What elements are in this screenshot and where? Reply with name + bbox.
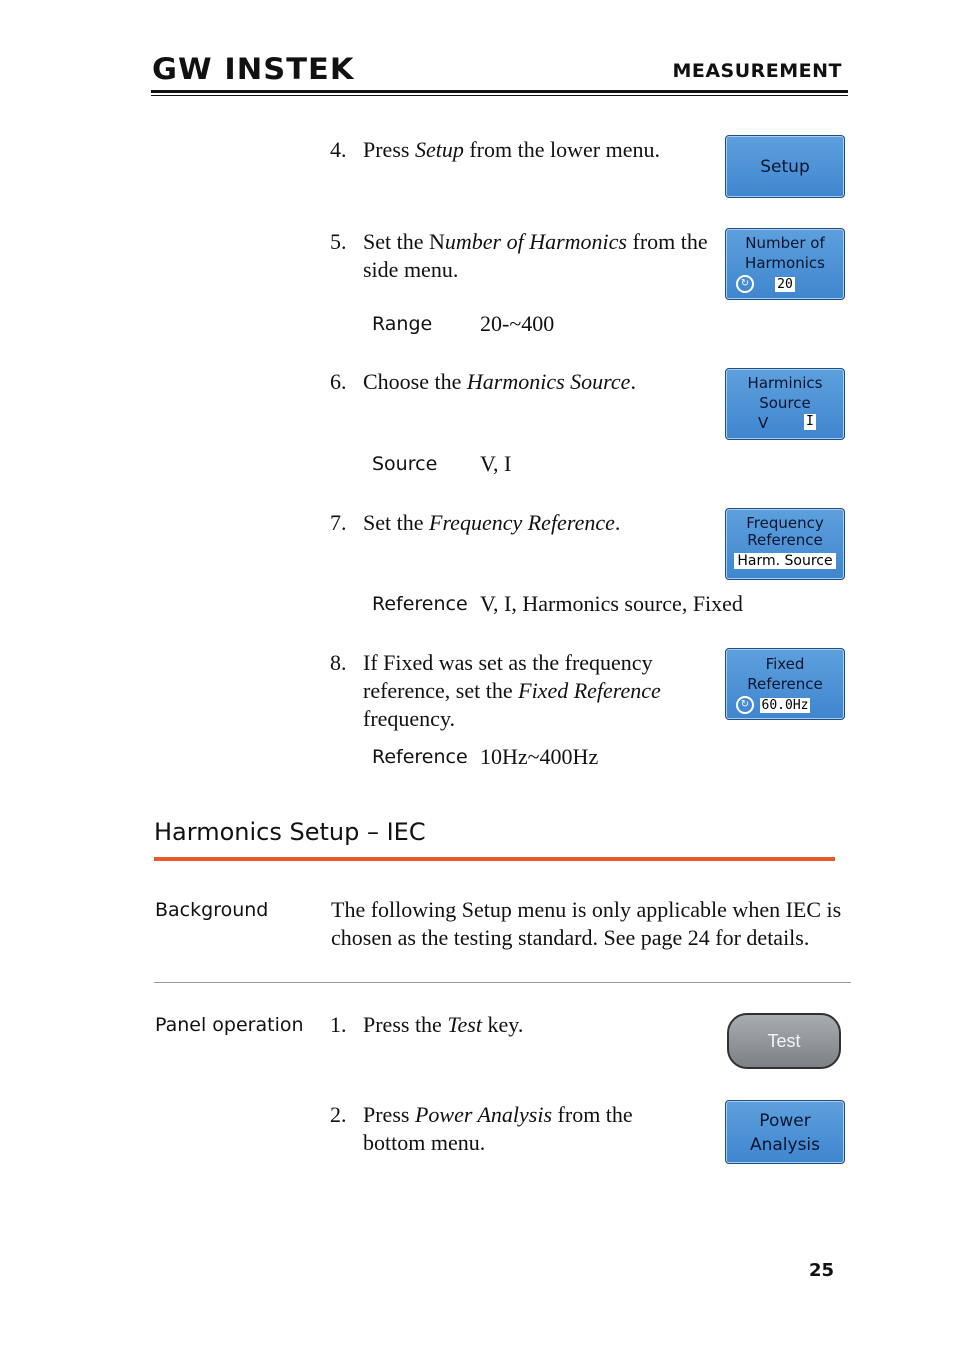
step-text: Press Power Analysis from the bottom menu.: [363, 1102, 633, 1155]
step-number: 8.: [330, 650, 347, 675]
param-value: 10Hz~400Hz: [480, 744, 599, 769]
param-label: Reference: [372, 746, 468, 768]
background-text: The following Setup menu is only applicable when IEC is chosen as the testing standard. See page 24 for details.: [331, 897, 842, 950]
source-option-v: V: [758, 414, 769, 432]
param-value: V, I, Harmonics source, Fixed: [480, 591, 743, 616]
frequency-reference-softkey[interactable]: [725, 508, 845, 580]
step-number: 1.: [330, 1012, 347, 1037]
section-title: Harmonics Setup – IEC: [154, 818, 426, 846]
page-number: 25: [808, 1260, 834, 1281]
param-value: 20-~400: [480, 311, 555, 336]
softkey-line1: Number of: [745, 234, 825, 252]
step-number: 7.: [330, 510, 347, 535]
setup-softkey[interactable]: [725, 135, 845, 198]
step-text: Set the Frequency Reference.: [363, 510, 621, 535]
step-number: 2.: [330, 1102, 347, 1127]
softkey-line1: Power: [759, 1111, 811, 1131]
number-of-harmonics-softkey[interactable]: [725, 228, 845, 300]
step-text: Press Setup from the lower menu.: [363, 137, 660, 162]
variable-knob-icon: ↻: [736, 275, 754, 293]
setup-softkey-label: Setup: [760, 156, 810, 177]
param-label: Source: [372, 453, 438, 475]
step-text: Press the Test key.: [363, 1012, 524, 1037]
step-text: Choose the Harmonics Source.: [363, 369, 636, 394]
header-rule-thin: [151, 95, 848, 96]
power-analysis-softkey[interactable]: [725, 1100, 845, 1164]
test-key-label: Test: [767, 1030, 801, 1051]
step-text: If Fixed was set as the frequency reference, set the Fixed Reference frequency.: [363, 650, 661, 731]
section-rule: [154, 857, 835, 861]
softkey-line1: Fixed: [765, 655, 805, 673]
step-number: 5.: [330, 229, 347, 254]
header-section-title: MEASUREMENT: [672, 60, 842, 82]
header-rule: [151, 90, 848, 93]
source-option-i-selected: I: [806, 414, 814, 429]
step-text: Set the Number of Harmonics from the side menu.: [363, 229, 708, 282]
panel-operation-label: Panel operation: [155, 1014, 304, 1036]
softkey-line2: Source: [759, 394, 811, 412]
harmonics-value: 20: [777, 277, 793, 292]
divider: [154, 982, 851, 983]
background-label: Background: [155, 899, 269, 921]
softkey-line2: Reference: [747, 675, 823, 693]
softkey-line1: Harminics: [747, 374, 823, 392]
fixed-reference-softkey[interactable]: [725, 648, 845, 720]
step-number: 6.: [330, 369, 347, 394]
gw-instek-logo: GW INSTEK: [152, 52, 355, 86]
param-value: V, I: [480, 451, 512, 476]
variable-knob-icon: ↻: [736, 696, 754, 714]
param-label: Range: [372, 313, 433, 335]
step-number: 4.: [330, 137, 347, 162]
fixed-reference-value: 60.0Hz: [761, 698, 809, 713]
softkey-line2: Reference: [747, 531, 823, 549]
softkey-line1: Frequency: [746, 514, 824, 532]
test-key[interactable]: [727, 1013, 841, 1069]
freqref-value: Harm. Source: [734, 553, 835, 569]
softkey-line2: Harmonics: [745, 254, 825, 272]
harmonics-source-softkey[interactable]: [725, 368, 845, 440]
param-label: Reference: [372, 593, 468, 615]
softkey-line2: Analysis: [749, 1135, 821, 1155]
